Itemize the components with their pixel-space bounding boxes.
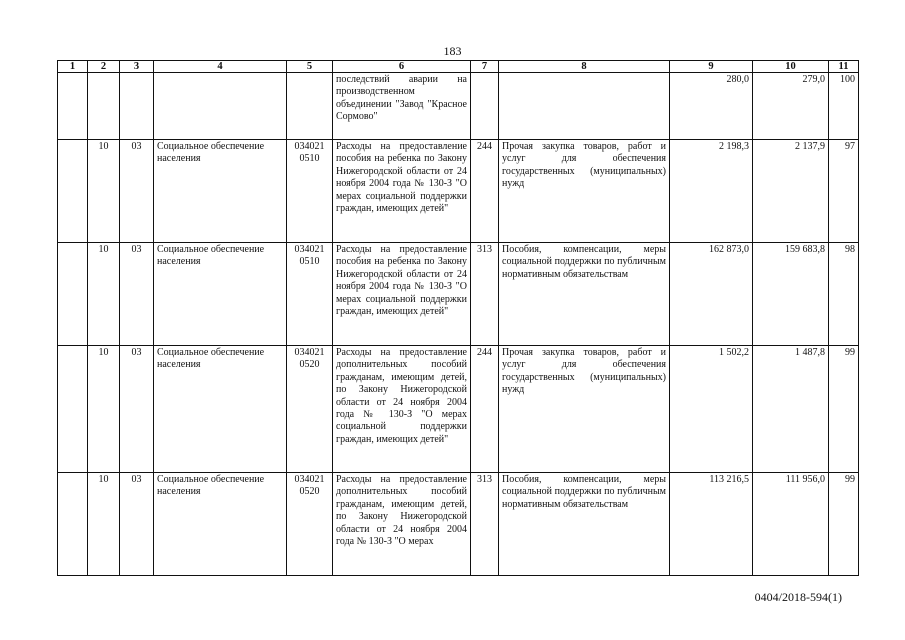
expense-description: Расходы на предоставление дополнительных пособий гражданам, имеющим детей, по Закону Нижегородской области от 24 ноября 2004 года № 130-З "О мерах <box>333 473 471 576</box>
target-article-code: 034021 0520 <box>287 473 333 576</box>
table-cell <box>88 73 120 140</box>
subsection-code: 03 <box>120 140 154 243</box>
expense-type-code: 313 <box>471 473 499 576</box>
actual-amount: 1 487,8 <box>753 346 829 473</box>
section-name: Социальное обеспечение населения <box>154 140 287 243</box>
actual-amount: 111 956,0 <box>753 473 829 576</box>
budget-table <box>57 60 859 576</box>
planned-amount: 1 502,2 <box>670 346 753 473</box>
percent-completion: 99 <box>829 346 859 473</box>
section-name: Социальное обеспечение населения <box>154 243 287 346</box>
table-cell <box>471 73 499 140</box>
planned-amount: 2 198,3 <box>670 140 753 243</box>
percent-completion: 97 <box>829 140 859 243</box>
percent-completion: 99 <box>829 473 859 576</box>
document-code: 0404/2018-594(1) <box>754 590 842 604</box>
subsection-code: 03 <box>120 243 154 346</box>
target-article-code: 034021 0510 <box>287 140 333 243</box>
page-number: 183 <box>443 44 462 58</box>
section-name: Социальное обеспечение населения <box>154 346 287 473</box>
column-number-row <box>58 61 859 73</box>
target-article-code: 034021 0510 <box>287 243 333 346</box>
table-cell <box>58 243 88 346</box>
actual-amount: 159 683,8 <box>753 243 829 346</box>
expense-type-code: 313 <box>471 243 499 346</box>
expense-type-code: 244 <box>471 140 499 243</box>
target-article-code: 034021 0520 <box>287 346 333 473</box>
expense-type-name: Пособия, компенсации, меры социальной поддержки по публичным нормативным обязательствам <box>499 243 670 346</box>
column-header: 4 <box>154 61 287 73</box>
planned-amount: 162 873,0 <box>670 243 753 346</box>
column-header: 5 <box>287 61 333 73</box>
column-header: 1 <box>58 61 88 73</box>
table-cell <box>120 73 154 140</box>
table-cell <box>287 73 333 140</box>
expense-description: последствий аварии на производственном объединении "Завод "Красное Сормово" <box>333 73 471 140</box>
section-name: Социальное обеспечение населения <box>154 473 287 576</box>
table-cell <box>58 73 88 140</box>
column-header: 10 <box>753 61 829 73</box>
expense-type-name: Прочая закупка товаров, работ и услуг для обеспечения государственных (муниципальных) нужд <box>499 140 670 243</box>
subsection-code: 03 <box>120 346 154 473</box>
section-code: 10 <box>88 473 120 576</box>
column-header: 3 <box>120 61 154 73</box>
column-header: 8 <box>499 61 670 73</box>
table-row <box>58 140 859 243</box>
expense-description: Расходы на предоставление пособия на ребенка по Закону Нижегородской области от 24 ноября 2004 года № 130-З "О мерах социальной поддержки граждан, имеющих детей" <box>333 243 471 346</box>
percent-completion: 100 <box>829 73 859 140</box>
column-header: 6 <box>333 61 471 73</box>
column-header: 2 <box>88 61 120 73</box>
section-code: 10 <box>88 346 120 473</box>
table-row <box>58 346 859 473</box>
table-cell <box>58 346 88 473</box>
section-code: 10 <box>88 140 120 243</box>
section-code: 10 <box>88 243 120 346</box>
table-cell <box>499 73 670 140</box>
table-row <box>58 243 859 346</box>
expense-description: Расходы на предоставление дополнительных пособий гражданам, имеющим детей, по Закону Нижегородской области от 24 ноября 2004 года № 130-З "О мерах социальной поддержки граждан, имеющих детей" <box>333 346 471 473</box>
table-cell <box>154 73 287 140</box>
expense-description: Расходы на предоставление пособия на ребенка по Закону Нижегородской области от 24 ноября 2004 года № 130-З "О мерах социальной поддержки граждан, имеющих детей" <box>333 140 471 243</box>
column-header: 9 <box>670 61 753 73</box>
column-header: 7 <box>471 61 499 73</box>
table-row-continuation <box>58 73 859 140</box>
expense-type-name: Пособия, компенсации, меры социальной поддержки по публичным нормативным обязательствам <box>499 473 670 576</box>
actual-amount: 2 137,9 <box>753 140 829 243</box>
actual-amount: 279,0 <box>753 73 829 140</box>
column-header: 11 <box>829 61 859 73</box>
table-cell <box>58 473 88 576</box>
table-cell <box>58 140 88 243</box>
planned-amount: 113 216,5 <box>670 473 753 576</box>
table-row <box>58 473 859 576</box>
percent-completion: 98 <box>829 243 859 346</box>
subsection-code: 03 <box>120 473 154 576</box>
expense-type-name: Прочая закупка товаров, работ и услуг для обеспечения государственных (муниципальных) нужд <box>499 346 670 473</box>
planned-amount: 280,0 <box>670 73 753 140</box>
expense-type-code: 244 <box>471 346 499 473</box>
